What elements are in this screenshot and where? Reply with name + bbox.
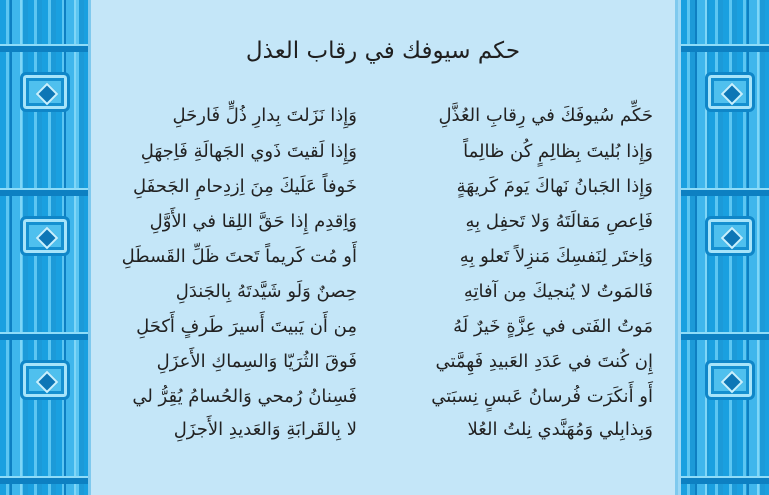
verse-first-hemistich: مَوتُ الفَتى في عِزَّةٍ خَيرٌ لَهُ xyxy=(453,316,653,337)
verse-first-hemistich: فَاِعصِ مَقالَتَهُ وَلا تَحفِل بِهِ xyxy=(465,211,653,232)
verse-second-hemistich: حِصنٌ وَلَو شَيَّدتَهُ بِالجَندَلِ xyxy=(175,281,357,302)
verse-first-hemistich: أَو أَنكَرَت فُرسانُ عَبسٍ نِسبَتي xyxy=(431,386,653,407)
verse-second-hemistich: فَسِنانُ رُمحي وَالحُسامُ يُقِرُّ لي xyxy=(132,386,357,407)
verse-second-hemistich: أَو مُت كَريماً تَحتَ ظَلِّ القَسطَلِ xyxy=(121,246,357,267)
verse-first-hemistich: إِن كُنتَ في عَدَدِ العَبيدِ فَهِمَّتي xyxy=(435,351,653,372)
poem-panel xyxy=(88,0,678,495)
verse-first-hemistich: وَاِختَر لِنَفسِكَ مَنزِلاً تَعلو بِهِ xyxy=(459,246,653,267)
right-decorative-border xyxy=(681,0,769,495)
verse-second-hemistich: مِن أَن يَبيتَ أَسيرَ طَرفٍ أَكحَلِ xyxy=(136,316,357,337)
verse-second-hemistich: وَإِذا لَقيتَ ذَوي الجَهالَةِ فَاِجهَلِ xyxy=(140,141,357,162)
verse-second-hemistich: خَوفاً عَلَيكَ مِنَ اِزدِحامِ الجَحفَلِ xyxy=(133,176,357,197)
ornament-icon xyxy=(20,216,70,256)
verse-first-hemistich: حَكِّم سُيوفَكَ في رِقابِ العُذَّلِ xyxy=(438,105,653,126)
verse-second-hemistich: وَاِقدِم إِذا حَقَّ اللِقا في الأَوَّلِ xyxy=(149,211,357,232)
ornament-icon xyxy=(20,72,70,112)
left-decorative-border xyxy=(0,0,88,495)
verse-first-hemistich: وَبِذابِلي وَمُهَنَّدي نِلتُ العُلا xyxy=(467,419,653,440)
ornament-icon xyxy=(705,216,755,256)
ornament-icon xyxy=(20,360,70,400)
verse-second-hemistich: فَوقَ الثُرَيّا وَالسِماكِ الأَعزَلِ xyxy=(156,351,357,372)
verse-first-hemistich: فَالمَوتُ لا يُنجيكَ مِن آفاتِهِ xyxy=(463,281,653,302)
verse-first-hemistich: وَإِذا الجَبانُ نَهاكَ يَومَ كَريهَةٍ xyxy=(456,176,653,197)
poem-title: حكم سيوفك في رقاب العذل xyxy=(245,38,521,64)
verse-second-hemistich: وَإِذا نَزَلتَ بِدارِ ذُلٍّ فَارحَلِ xyxy=(172,105,357,126)
verse-second-hemistich: لا بِالقَرابَةِ وَالعَديدِ الأَجزَلِ xyxy=(173,419,357,440)
ornament-icon xyxy=(705,72,755,112)
verse-first-hemistich: وَإِذا بُليتَ بِظالِمٍ كُن ظالِماً xyxy=(463,141,653,162)
ornament-icon xyxy=(705,360,755,400)
